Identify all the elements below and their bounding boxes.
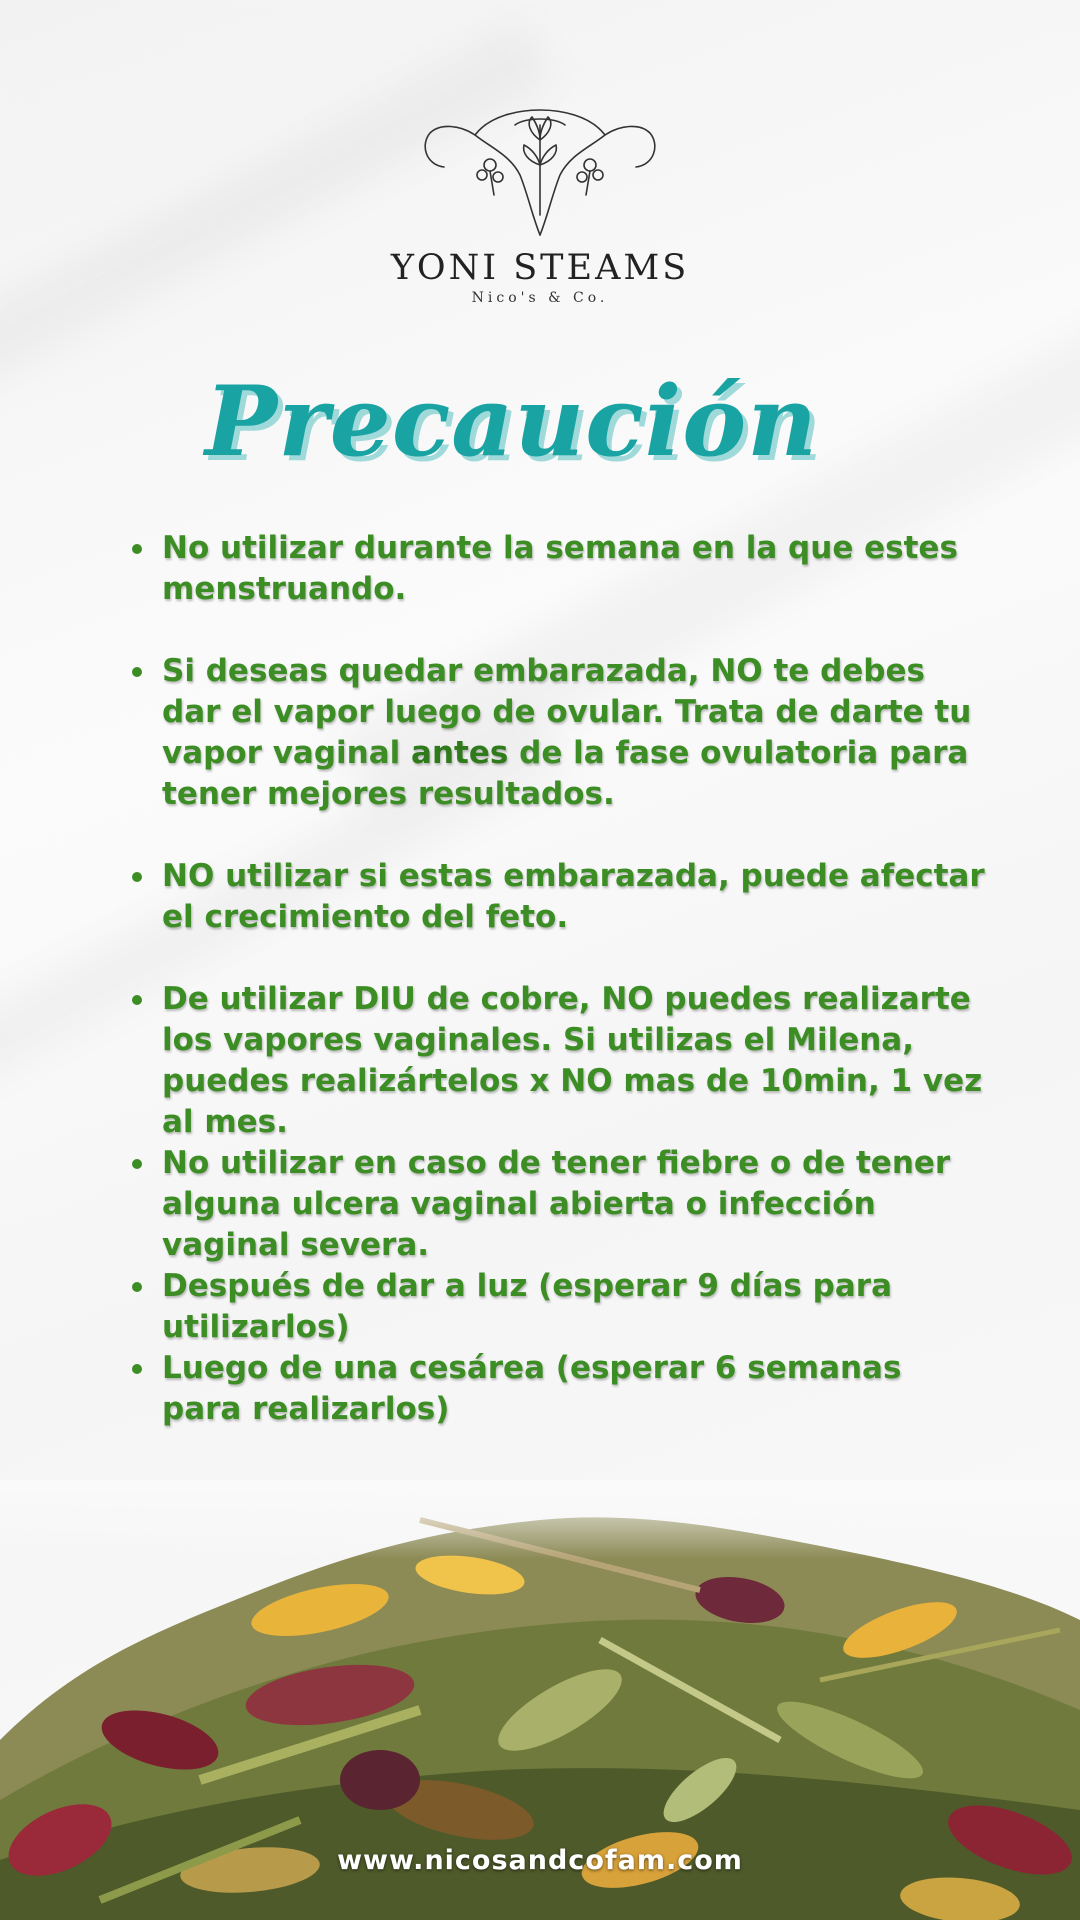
list-item-text: de la fase ovulatoria para tener mejores resultados. — [162, 735, 969, 812]
brand-subtitle: Nico's & Co. — [471, 290, 609, 306]
list-item-text: No utilizar en caso de tener fiebre o de tener alguna ulcera vaginal abierta o infección vaginal severa. — [162, 1145, 951, 1263]
list-item — [130, 1348, 990, 1430]
emphasis-text: antes — [411, 735, 509, 771]
list-item — [130, 528, 990, 610]
brand-name: YONI STEAMS — [390, 248, 690, 288]
list-item — [130, 1266, 990, 1348]
list-item — [130, 651, 990, 815]
list-item-text: Después de dar a luz (esperar 9 días para utilizarlos) — [162, 1268, 892, 1345]
list-item — [130, 979, 990, 1143]
list-item-text: Luego de una cesárea (esperar 6 semanas para realizarlos) — [162, 1350, 902, 1427]
website-link[interactable]: www.nicosandcofam.com — [337, 1845, 743, 1876]
list-item-text: No utilizar durante la semana en la que estes menstruando. — [162, 530, 958, 607]
page-title: Precaución — [205, 365, 819, 478]
list-item — [130, 856, 990, 938]
list-item-text: De utilizar DIU de cobre, NO puedes realizarte los vapores vaginales. Si utilizas el Milena, puedes realizártelos x NO mas de 10min, 1 vez al mes. — [162, 981, 983, 1140]
uterus-flower-icon — [420, 95, 660, 245]
list-item-text: Si deseas quedar embarazada, NO te debes dar el vapor luego de ovular. Trata de darte tu vapor vaginal — [162, 653, 972, 771]
list-item-text: NO utilizar si estas embarazada, puede afectar el crecimiento del feto. — [162, 858, 985, 935]
list-item — [130, 1143, 990, 1266]
precaution-list — [130, 528, 990, 1430]
